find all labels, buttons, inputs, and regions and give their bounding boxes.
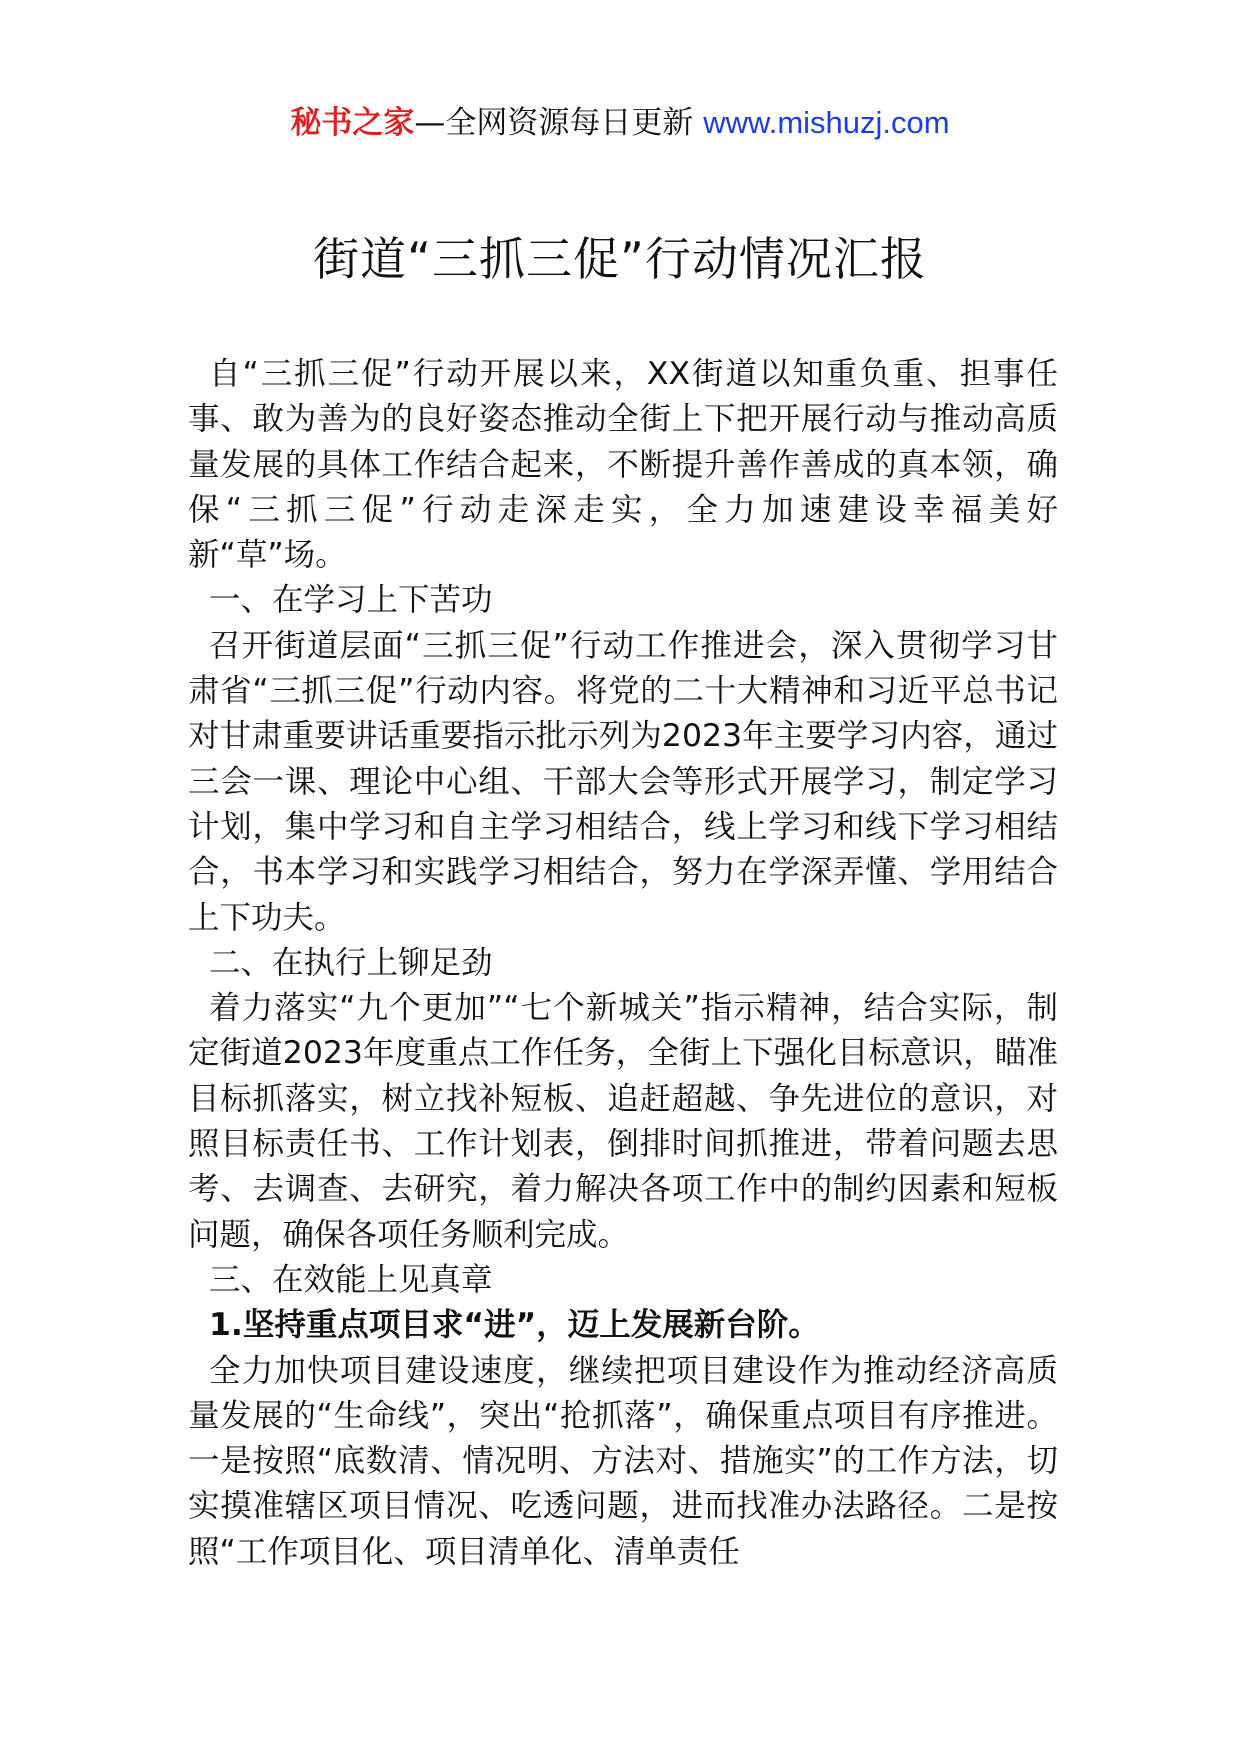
subsection-1-paragraph: 全力加快项目建设速度，继续把项目建设作为推动经济高质量发展的“生命线”，突出“抢抓落”，确保重点项目有序推进。一是按照“底数清、情况明、方法对、措施实”的工作方法，切实摸准辖区项目情况、吃透问题，进而找准办法路径。二是按照“工作项目化、项目清单化、清单责任 <box>188 1352 1058 1570</box>
section-2-heading: 二、在执行上铆足劲 <box>209 944 493 981</box>
section-3-heading: 三、在效能上见真章 <box>209 1261 493 1298</box>
brand-name: 秘书之家 <box>290 105 415 141</box>
intro-paragraph: 自“三抓三促”行动开展以来，XX街道以知重负重、担事任事、敢为善为的良好姿态推动全街上下把开展行动与推动高质量发展的具体工作结合起来，不断提升善作善成的真本领，确保“三抓三促”行动走深走实，全力加速建设幸福美好新“草”场。 <box>188 356 1058 574</box>
document-body <box>188 352 1058 1575</box>
section-1-paragraph: 召开街道层面“三抓三促”行动工作推进会，深入贯彻学习甘肃省“三抓三促”行动内容。将党的二十大精神和习近平总书记对甘肃重要讲话重要指示批示列为2023年主要学习内容，通过三会一课、理论中心组、干部大会等形式开展学习，制定学习计划，集中学习和自主学习相结合，线上学习和线下学习相结合，书本学习和实践学习相结合，努力在学深弄懂、学用结合上下功夫。 <box>188 627 1058 936</box>
section-2-paragraph: 着力落实“九个更加”“七个新城关”指示精神，结合实际，制定街道2023年度重点工作任务，全街上下强化目标意识，瞄准目标抓落实，树立找补短板、追赶超越、争先进位的意识，对照目标责任书、工作计划表，倒排时间抓推进，带着问题去思考、去调查、去研究，着力解决各项工作中的制约因素和短板问题，确保各项任务顺利完成。 <box>188 990 1058 1253</box>
header-tagline: —全网资源每日更新 <box>414 105 704 141</box>
document-title: 街道“三抓三促”行动情况汇报 <box>313 232 927 286</box>
site-url-link[interactable]: www.mishuzj.com <box>703 105 950 140</box>
section-1-heading: 一、在学习上下苦功 <box>209 582 493 619</box>
subsection-1-heading: 1.坚持重点项目求“进”，迈上发展新台阶。 <box>209 1307 820 1344</box>
site-header <box>0 100 1240 146</box>
